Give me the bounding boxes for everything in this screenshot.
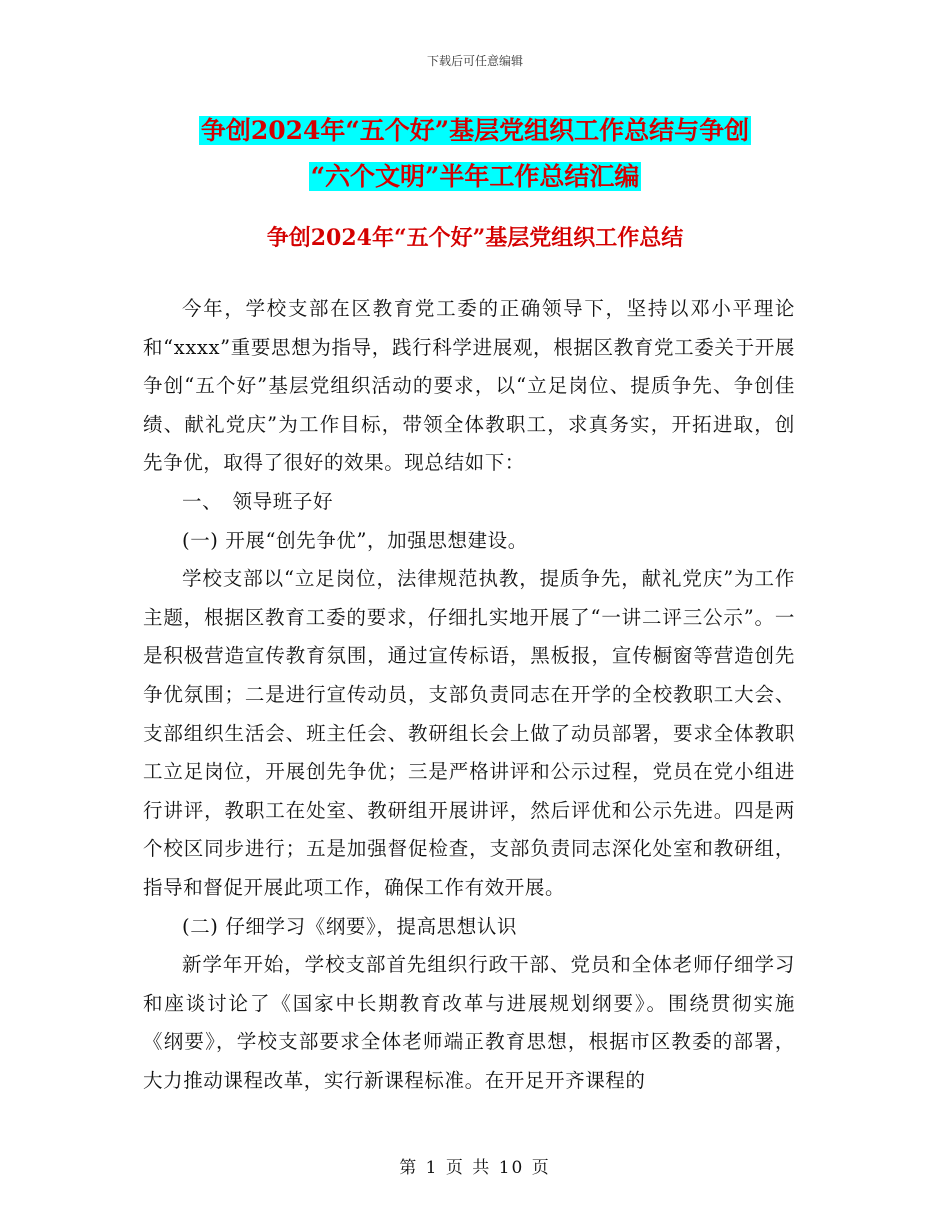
paragraph: 今年，学校支部在区教育党工委的正确领导下，坚持以邓小平理论和“xxxx”重要思想为指导，践行科学进展观，根据区教育党工委关于开展争创“五个好”基层党组织活动的要求，以“立足岗位、提质争先、争创佳绩、献礼党庆”为工作目标，带领全体教职工，求真务实，开拓进取，创先争优，取得了很好的效果。现总结如下： — [143, 297, 795, 475]
main-title-line-1: 争创2024年“五个好”基层党组织工作总结与争创 — [200, 116, 750, 145]
page-number: 第 1 页 共 10 页 — [399, 1158, 551, 1178]
section-title: 争创2024年“五个好”基层党组织工作总结 — [266, 225, 684, 251]
header-note: 下载后可任意编辑 — [426, 54, 523, 68]
document-main-title — [0, 108, 950, 200]
document-body — [143, 290, 795, 1100]
main-title-line-2: “六个文明”半年工作总结汇编 — [310, 162, 640, 191]
subheading-2: (二) 仔细学习《纲要》，提高思想认识 — [182, 914, 518, 938]
subheading-1: (一) 开展“创先争优”，加强思想建设。 — [182, 528, 528, 552]
paragraph: 新学年开始，学校支部首先组织行政干部、党员和全体老师仔细学习和座谈讨论了《国家中长期教育改革与进展规划纲要》。围绕贯彻实施《纲要》，学校支部要求全体老师端正教育思想，根据市区教委的部署，大力推动课程改革，实行新课程标准。在开足开齐课程的 — [143, 953, 795, 1092]
heading-leadership: 一、 领导班子好 — [182, 489, 334, 513]
paragraph: 学校支部以“立足岗位，法律规范执教，提质争先，献礼党庆”为工作主题，根据区教育工委的要求，仔细扎实地开展了“一讲二评三公示”。一是积极营造宣传教育氛围，通过宣传标语，黑板报，宣传橱窗等营造创先争优氛围；二是进行宣传动员，支部负责同志在开学的全校教职工大会、支部组织生活会、班主任会、教研组长会上做了动员部署，要求全体教职工立足岗位，开展创先争优；三是严格讲评和公示过程，党员在党小组进行讲评，教职工在处室、教研组开展讲评，然后评优和公示先进。四是两个校区同步进行；五是加强督促检查，支部负责同志深化处室和教研组，指导和督促开展此项工作，确保工作有效开展。 — [143, 567, 795, 899]
